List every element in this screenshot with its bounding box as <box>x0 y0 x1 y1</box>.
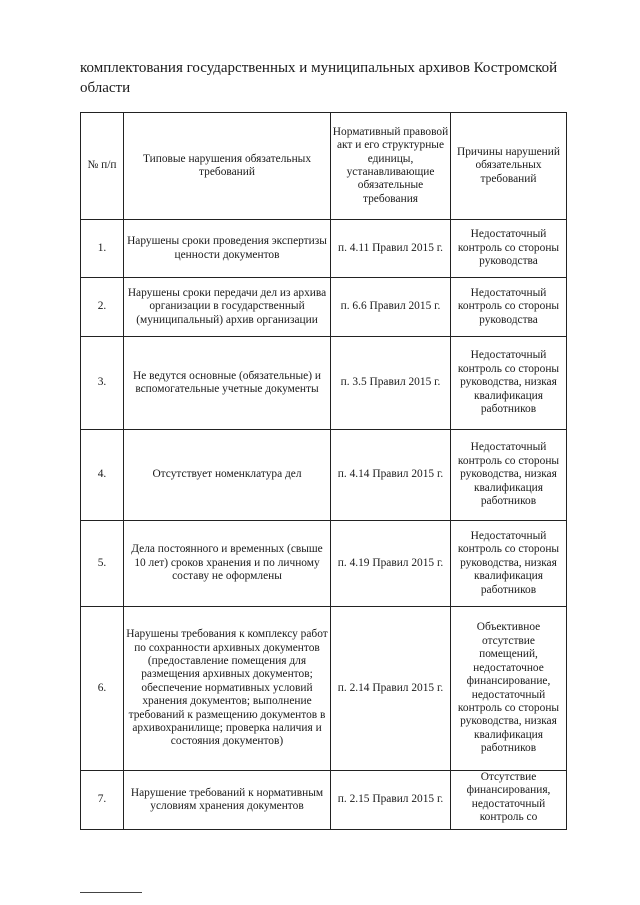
row-number: 6. <box>81 607 124 771</box>
row-legal-act: п. 4.14 Правил 2015 г. <box>331 430 451 521</box>
table-row <box>81 771 567 830</box>
row-legal-act: п. 6.6 Правил 2015 г. <box>331 278 451 337</box>
row-cause: Недостаточный контроль со стороны руководства, низкая квалификация работников <box>451 337 567 430</box>
row-legal-act: п. 3.5 Правил 2015 г. <box>331 337 451 430</box>
table-row <box>81 220 567 278</box>
row-violation: Нарушение требований к нормативным условиям хранения документов <box>124 771 331 830</box>
table-row <box>81 430 567 521</box>
row-legal-act: п. 2.15 Правил 2015 г. <box>331 771 451 830</box>
table-row <box>81 278 567 337</box>
row-legal-act: п. 4.11 Правил 2015 г. <box>331 220 451 278</box>
table-header-row <box>81 113 567 220</box>
row-cause: Недостаточный контроль со стороны руководства <box>451 278 567 337</box>
document-heading: комплектования государственных и муниципальных архивов Костромской области <box>80 60 558 96</box>
row-violation: Дела постоянного и временных (свыше 10 лет) сроков хранения и по личному составу не оформлены <box>124 521 331 607</box>
violations-table <box>80 112 567 830</box>
row-violation: Нарушены требования к комплексу работ по сохранности архивных документов (предоставление помещения для размещения архивных документов; обеспечение нормативных условий хранения документов; выполнение требований к размещению документов в архивохранилище; проверка наличия и состояния документов) <box>124 607 331 771</box>
row-violation: Отсутствует номенклатура дел <box>124 430 331 521</box>
row-cause: Недостаточный контроль со стороны руководства, низкая квалификация работников <box>451 521 567 607</box>
row-legal-act: п. 4.19 Правил 2015 г. <box>331 521 451 607</box>
header-cause: Причины нарушений обязательных требований <box>451 113 567 220</box>
row-legal-act: п. 2.14 Правил 2015 г. <box>331 607 451 771</box>
row-number: 5. <box>81 521 124 607</box>
row-cause: Объективное отсутствие помещений, недостаточное финансирование, недостаточный контроль со стороны руководства, низкая квалификация работников <box>451 607 567 771</box>
row-cause: Недостаточный контроль со стороны руководства <box>451 220 567 278</box>
row-number: 4. <box>81 430 124 521</box>
table-row <box>81 607 567 771</box>
header-violation: Типовые нарушения обязательных требований <box>124 113 331 220</box>
row-number: 2. <box>81 278 124 337</box>
row-cause: Недостаточный контроль со стороны руководства, низкая квалификация работников <box>451 430 567 521</box>
footnote-separator <box>80 892 142 893</box>
header-legal-act: Нормативный правовой акт и его структурные единицы, устанавливающие обязательные требования <box>331 113 451 220</box>
header-number: № п/п <box>81 113 124 220</box>
table-row <box>81 337 567 430</box>
row-number: 3. <box>81 337 124 430</box>
row-number: 7. <box>81 771 124 830</box>
row-violation: Не ведутся основные (обязательные) и вспомогательные учетные документы <box>124 337 331 430</box>
table-row <box>81 521 567 607</box>
row-number: 1. <box>81 220 124 278</box>
row-violation: Нарушены сроки передачи дел из архива организации в государственный (муниципальный) архив организации <box>124 278 331 337</box>
row-cause: Отсутствие финансирования, недостаточный контроль со <box>451 771 567 830</box>
row-violation: Нарушены сроки проведения экспертизы ценности документов <box>124 220 331 278</box>
